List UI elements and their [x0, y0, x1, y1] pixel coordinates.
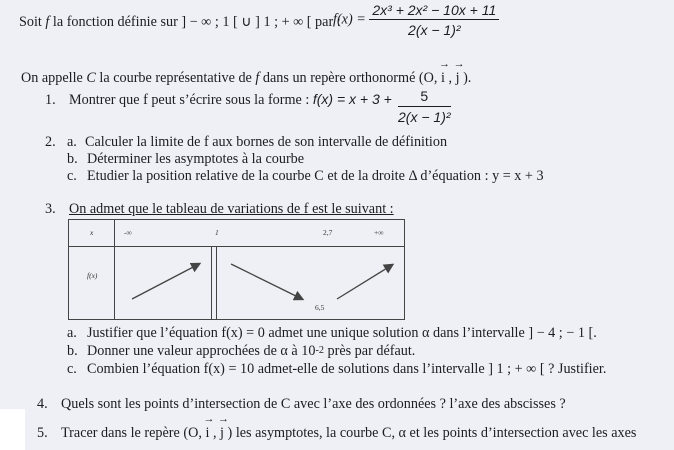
question-3a-text: Justifier que l’équation f(x) = 0 admet une unique solution α dans l’intervalle ] − 4 ; − 1 [.: [87, 325, 597, 341]
question-3a: [67, 325, 597, 342]
variation-table: [68, 219, 405, 320]
question-1-text: Montrer que f peut s’écrire sous la forme :: [69, 92, 313, 108]
question-3c: [67, 361, 606, 378]
question-5-text-1: Tracer dans le repère (O,: [61, 425, 206, 441]
fx-row-label: f(x): [87, 271, 98, 280]
minimum-value: 6,5: [315, 303, 325, 312]
curve-text-3: dans un repère orthonormé (O,: [259, 70, 441, 86]
sub-label: b.: [67, 151, 78, 167]
curve-end: ).: [459, 70, 472, 86]
question-3b-text: Donner une valeur approchées de α à 10: [87, 343, 316, 359]
function-symbol: f: [45, 14, 50, 30]
x-value-2-7: 2,7: [323, 228, 333, 237]
numerator: 2x³ + 2x² − 10x + 11: [369, 2, 499, 20]
arrow-decreasing: [231, 264, 302, 299]
question-2: [45, 134, 447, 151]
vector-i: → i: [441, 70, 445, 87]
question-number: 3.: [45, 201, 56, 217]
question-1: [45, 91, 392, 109]
question-number: 5.: [37, 425, 48, 441]
question-3: [45, 201, 394, 218]
question-2b-text: Déterminer les asymptotes à la courbe: [87, 151, 305, 167]
question-number: 4.: [37, 396, 48, 412]
question-3-text: On admet que le tableau de variations de f est le suivant :: [69, 201, 394, 217]
question-2c-text: Etudier la position relative de la courbe C et de la droite Δ d’équation : y = x + 3: [87, 168, 544, 184]
question-3c-text: Combien l’équation f(x) = 10 admet-elle de solutions dans l’intervalle ] 1 ; + ∞ [ ? Justifier.: [87, 361, 607, 377]
arrow-increasing-1: [132, 264, 199, 299]
question-4: [37, 396, 566, 413]
curve-text-1: On appelle: [21, 70, 87, 86]
arrow-increasing-2: [337, 265, 392, 299]
separator: ,: [444, 70, 456, 86]
denominator: 2(x − 1)²: [398, 109, 451, 125]
q1-fx: f(x) = x + 3 +: [312, 91, 392, 107]
function-fraction: [369, 2, 499, 38]
question-3b-text-end: près par défaut.: [323, 343, 416, 359]
numerator: 5: [398, 88, 451, 107]
question-5-text-2: ) les asymptotes, la courbe C, α et les points d’intersection avec les axes: [224, 425, 637, 441]
x-value-minus-infinity: -∞: [124, 228, 132, 237]
curve-definition: [21, 70, 471, 87]
vector-i: → i: [205, 425, 209, 442]
sub-label: b.: [67, 343, 78, 359]
intro-prefix: Soit: [19, 14, 46, 30]
fraction: [398, 88, 451, 125]
question-2a-text: Calculer la limite de f aux bornes de son intervalle de définition: [85, 134, 448, 150]
fx-label: f(x) =: [333, 11, 370, 28]
question-2c: [67, 168, 544, 185]
sub-label: a.: [67, 325, 77, 341]
q1-fraction: [398, 88, 451, 125]
exponent: -2: [315, 344, 324, 356]
denominator: 2(x − 1)²: [408, 22, 461, 38]
question-4-text: Quels sont les points d’intersection de C avec l’axe des ordonnées ? l’axe des abscisses ?: [61, 396, 566, 412]
question-5: [37, 425, 636, 442]
variation-arrows: [69, 220, 406, 321]
sub-label: c.: [67, 361, 77, 377]
vector-j: → j: [456, 70, 460, 87]
x-row-label: x: [90, 228, 94, 237]
function-definition: [333, 2, 499, 38]
intro-text: la fonction définie sur ] − ∞ ; 1 [ ∪ ] 1 ; + ∞ [ par :: [49, 14, 341, 30]
sub-label: c.: [67, 168, 77, 184]
separator: ,: [209, 425, 221, 441]
curve-symbol: C: [86, 70, 96, 86]
vector-j: → j: [220, 425, 224, 442]
intro-line: [19, 14, 341, 31]
function-symbol: f: [255, 70, 260, 86]
curve-text-2: la courbe représentative de: [95, 70, 256, 86]
sub-label: a.: [67, 134, 77, 150]
scan-white-patch: [0, 409, 25, 450]
question-2b: [67, 151, 304, 168]
x-value-plus-infinity: +∞: [374, 228, 384, 237]
question-3b: [67, 343, 415, 360]
question-number: 2.: [45, 134, 56, 150]
x-value-1: 1: [215, 228, 219, 237]
question-number: 1.: [45, 92, 56, 108]
